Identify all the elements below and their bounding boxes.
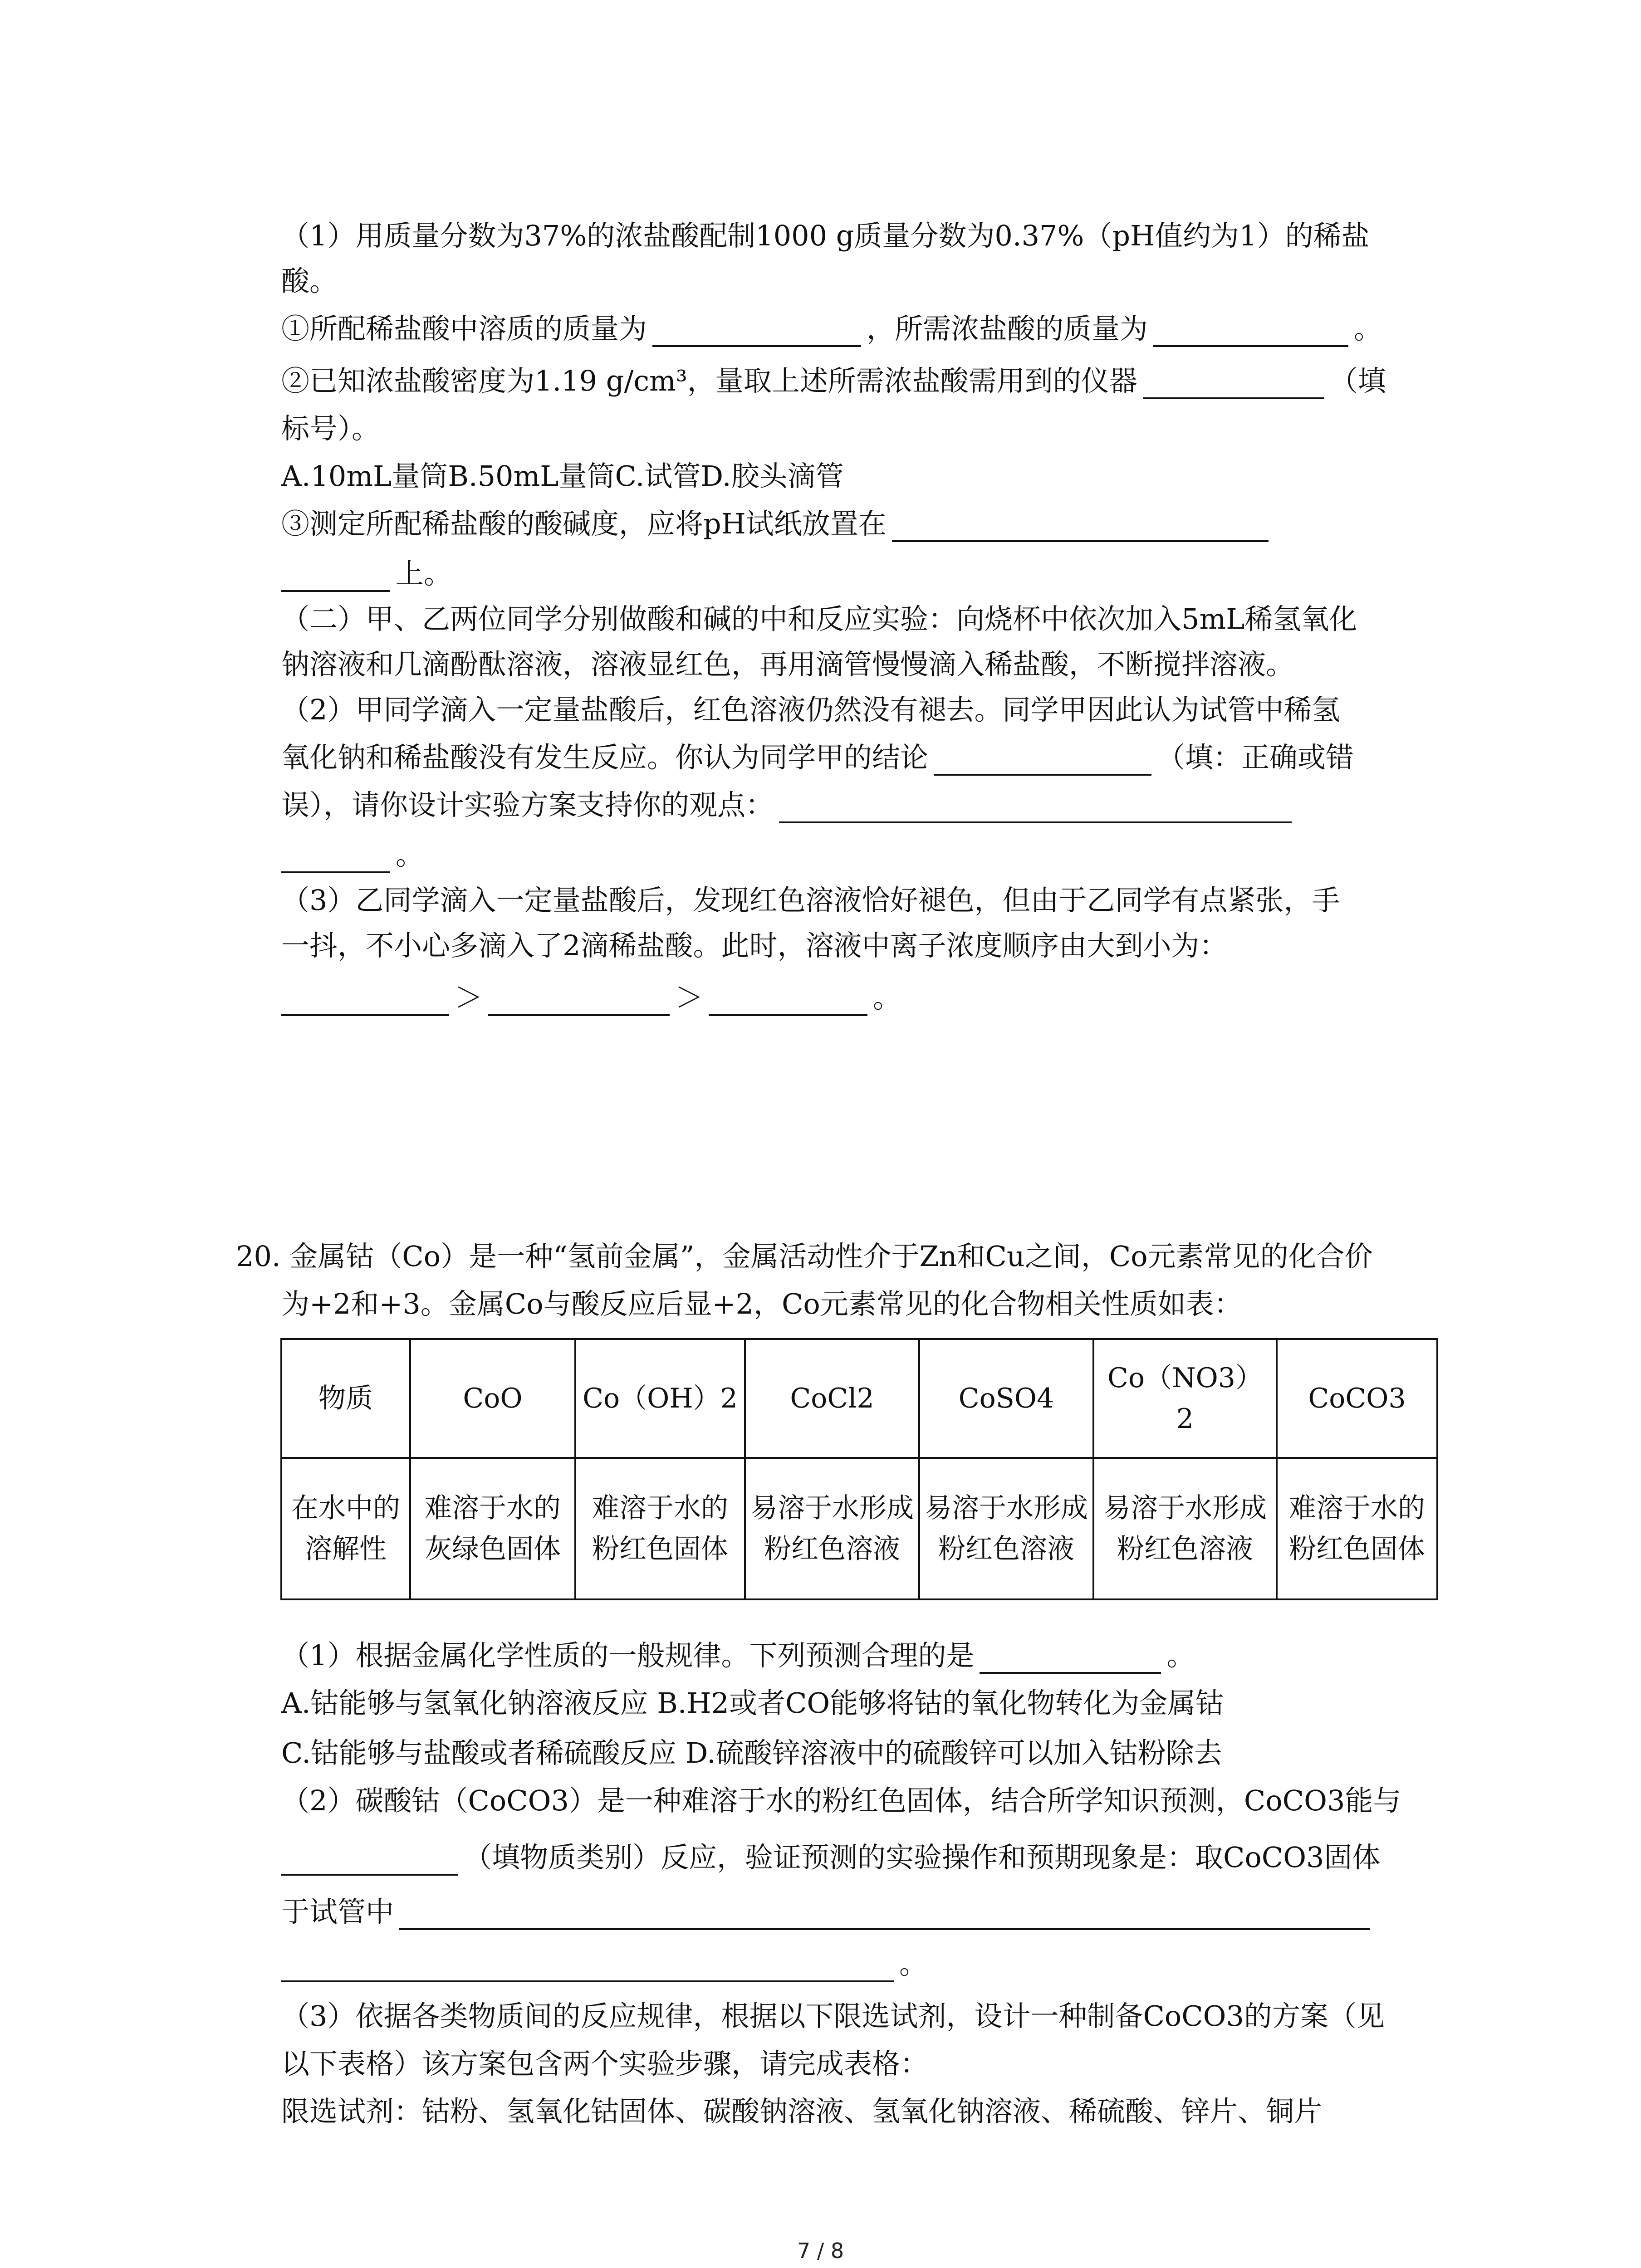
q20-option-c-d: C.钴能够与盐酸或者稀硫酸反应 D.硫酸锌溶液中的硫酸锌可以加入钴粉除去 bbox=[281, 1736, 1222, 1769]
q2-line3 bbox=[281, 787, 1297, 823]
table-header-cell: CoO bbox=[410, 1339, 575, 1458]
sub2-text-b: （填 bbox=[1329, 364, 1386, 397]
q2-line1: （2）甲同学滴入一定量盐酸后，红色溶液仍然没有褪去。同学甲因此认为试管中稀氢 bbox=[281, 693, 1340, 726]
answer-blank-procedure-2[interactable] bbox=[281, 1950, 894, 1982]
q2-text-a: 氧化钠和稀盐酸没有发生反应。你认为同学甲的结论 bbox=[281, 741, 929, 774]
q20-line1: 20. 金属钴（Co）是一种“氢前金属”，金属活动性介于Zn和Cu之间，Co元素常见的化合价 bbox=[236, 1240, 1373, 1273]
q3-line2: 一抖，不小心多滴入了2滴稀盐酸。此时，溶液中离子浓度顺序由大到小为： bbox=[281, 929, 1228, 962]
q20-q3-line2: 以下表格）该方案包含两个实验步骤，请完成表格： bbox=[281, 2047, 929, 2080]
q20-q2-text-c: 于试管中 bbox=[281, 1895, 394, 1928]
table-row bbox=[281, 1458, 1437, 1599]
q20-line2: 为+2和+3。金属Co与酸反应后显+2，Co元素常见的化合物相关性质如表： bbox=[281, 1287, 1242, 1320]
table-header-cell: 物质 bbox=[281, 1339, 410, 1458]
q3-end: 。 bbox=[873, 981, 901, 1014]
q20-q2-line3 bbox=[281, 1894, 1376, 1930]
intro2-line2: 钠溶液和几滴酚酞溶液，溶液显红色，再用滴管慢慢滴入稀盐酸，不断搅拌溶液。 bbox=[281, 648, 1294, 681]
sub1-line bbox=[281, 311, 1382, 347]
table-header-cell: CoSO4 bbox=[919, 1339, 1093, 1458]
sub1-text-a: ①所配稀盐酸中溶质的质量为 bbox=[281, 312, 647, 345]
answer-blank-ph-paper-2[interactable] bbox=[281, 560, 390, 592]
table-cell: 易溶于水形成粉红色溶液 bbox=[919, 1458, 1093, 1599]
table-cell: 难溶于水的粉红色固体 bbox=[575, 1458, 745, 1599]
table-cell: 难溶于水的灰绿色固体 bbox=[410, 1458, 575, 1599]
table-header-cell: Co（NO3）2 bbox=[1093, 1339, 1277, 1458]
q3-line3 bbox=[281, 980, 901, 1016]
q20-q1-text-a: （1）根据金属化学性质的一般规律。下列预测合理的是 bbox=[281, 1639, 975, 1672]
q2-line4 bbox=[281, 837, 424, 873]
answer-blank-prediction[interactable] bbox=[980, 1642, 1161, 1674]
sub2-line2: 标号）。 bbox=[281, 412, 380, 445]
q20-q2-line2 bbox=[281, 1839, 1380, 1876]
answer-blank-instrument[interactable] bbox=[1143, 367, 1324, 399]
table-header-cell: Co（OH）2 bbox=[575, 1339, 745, 1458]
q20-q1-text-b: 。 bbox=[1166, 1639, 1195, 1672]
sub3-line bbox=[281, 506, 1274, 542]
page-number: 7 / 8 bbox=[797, 2239, 844, 2263]
greater-than-1: ＞ bbox=[455, 981, 483, 1014]
q1-line1: （1）用质量分数为37%的浓盐酸配制1000 g质量分数为0.37%（pH值约为1）的稀盐 bbox=[281, 219, 1370, 252]
sub2-line bbox=[281, 363, 1386, 399]
sub3-text-b: 上。 bbox=[396, 557, 452, 590]
answer-blank-ph-paper-1[interactable] bbox=[892, 510, 1269, 542]
intro2-line1: （二）甲、乙两位同学分别做酸和碱的中和反应实验：向烧杯中依次加入5mL稀氢氧化 bbox=[281, 602, 1357, 635]
q20-q2-line1: （2）碳酸钴（CoCO3）是一种难溶于水的粉红色固体，结合所学知识预测，CoCO3能与 bbox=[281, 1784, 1401, 1817]
sub3-text-a: ③测定所配稀盐酸的酸碱度，应将pH试纸放置在 bbox=[281, 507, 887, 540]
answer-blank-ion-2[interactable] bbox=[488, 984, 670, 1016]
answer-blank-procedure-1[interactable] bbox=[399, 1898, 1370, 1930]
q20-reagents: 限选试剂：钴粉、氢氧化钴固体、碳酸钠溶液、氢氧化钠溶液、稀硫酸、锌片、铜片 bbox=[281, 2095, 1323, 2128]
answer-blank-substance-class[interactable] bbox=[281, 1844, 458, 1876]
q20-q2-text-d: 。 bbox=[899, 1947, 928, 1980]
table-header-row bbox=[281, 1339, 1437, 1458]
q2-line2 bbox=[281, 739, 1354, 776]
answer-blank-acid-mass[interactable] bbox=[1153, 315, 1348, 347]
answer-blank-ion-1[interactable] bbox=[281, 984, 449, 1016]
answer-blank-experiment-plan-1[interactable] bbox=[779, 792, 1292, 823]
q20-q1-line bbox=[281, 1637, 1195, 1674]
sub1-text-c: 。 bbox=[1354, 312, 1382, 345]
q2-text-b: （填：正确或错 bbox=[1157, 741, 1354, 774]
table-row-label: 在水中的溶解性 bbox=[281, 1458, 410, 1599]
table-cell: 易溶于水形成粉红色溶液 bbox=[1093, 1458, 1277, 1599]
q2-text-d: 。 bbox=[396, 838, 424, 871]
q20-q3-line1: （3）依据各类物质间的反应规律，根据以下限选试剂，设计一种制备CoCO3的方案（见 bbox=[281, 1999, 1385, 2033]
answer-blank-solute-mass[interactable] bbox=[652, 315, 861, 347]
answer-blank-experiment-plan-2[interactable] bbox=[281, 841, 390, 873]
q20-q2-line4 bbox=[281, 1946, 927, 1982]
sub2-text-a: ②已知浓盐酸密度为1.19 g/cm³，量取上述所需浓盐酸需用到的仪器 bbox=[281, 364, 1137, 397]
q2-text-c: 误），请你设计实验方案支持你的观点： bbox=[281, 788, 774, 821]
cobalt-compounds-table bbox=[280, 1338, 1438, 1600]
table-header-cell: CoCO3 bbox=[1277, 1339, 1437, 1458]
sub1-text-b: ，所需浓盐酸的质量为 bbox=[867, 312, 1148, 345]
answer-blank-ion-3[interactable] bbox=[709, 984, 867, 1016]
q20-q2-text: （填物质类别）反应，验证预测的实验操作和预期现象是：取CoCO3固体 bbox=[464, 1841, 1381, 1874]
table-header-cell: CoCl2 bbox=[745, 1339, 919, 1458]
q20-option-a-b: A.钴能够与氢氧化钠溶液反应 B.H2或者CO能够将钴的氧化物转化为金属钴 bbox=[281, 1686, 1224, 1720]
greater-than-2: ＞ bbox=[675, 981, 704, 1014]
table-cell: 易溶于水形成粉红色溶液 bbox=[745, 1458, 919, 1599]
q3-line1: （3）乙同学滴入一定量盐酸后，发现红色溶液恰好褪色，但由于乙同学有点紧张，手 bbox=[281, 884, 1340, 917]
instrument-options: A.10mL量筒B.50mL量筒C.试管D.胶头滴管 bbox=[281, 459, 844, 493]
sub3-line2 bbox=[281, 556, 452, 592]
table-cell: 难溶于水的粉红色固体 bbox=[1277, 1458, 1437, 1599]
q1-line2: 酸。 bbox=[281, 264, 338, 298]
answer-blank-conclusion[interactable] bbox=[934, 744, 1151, 776]
